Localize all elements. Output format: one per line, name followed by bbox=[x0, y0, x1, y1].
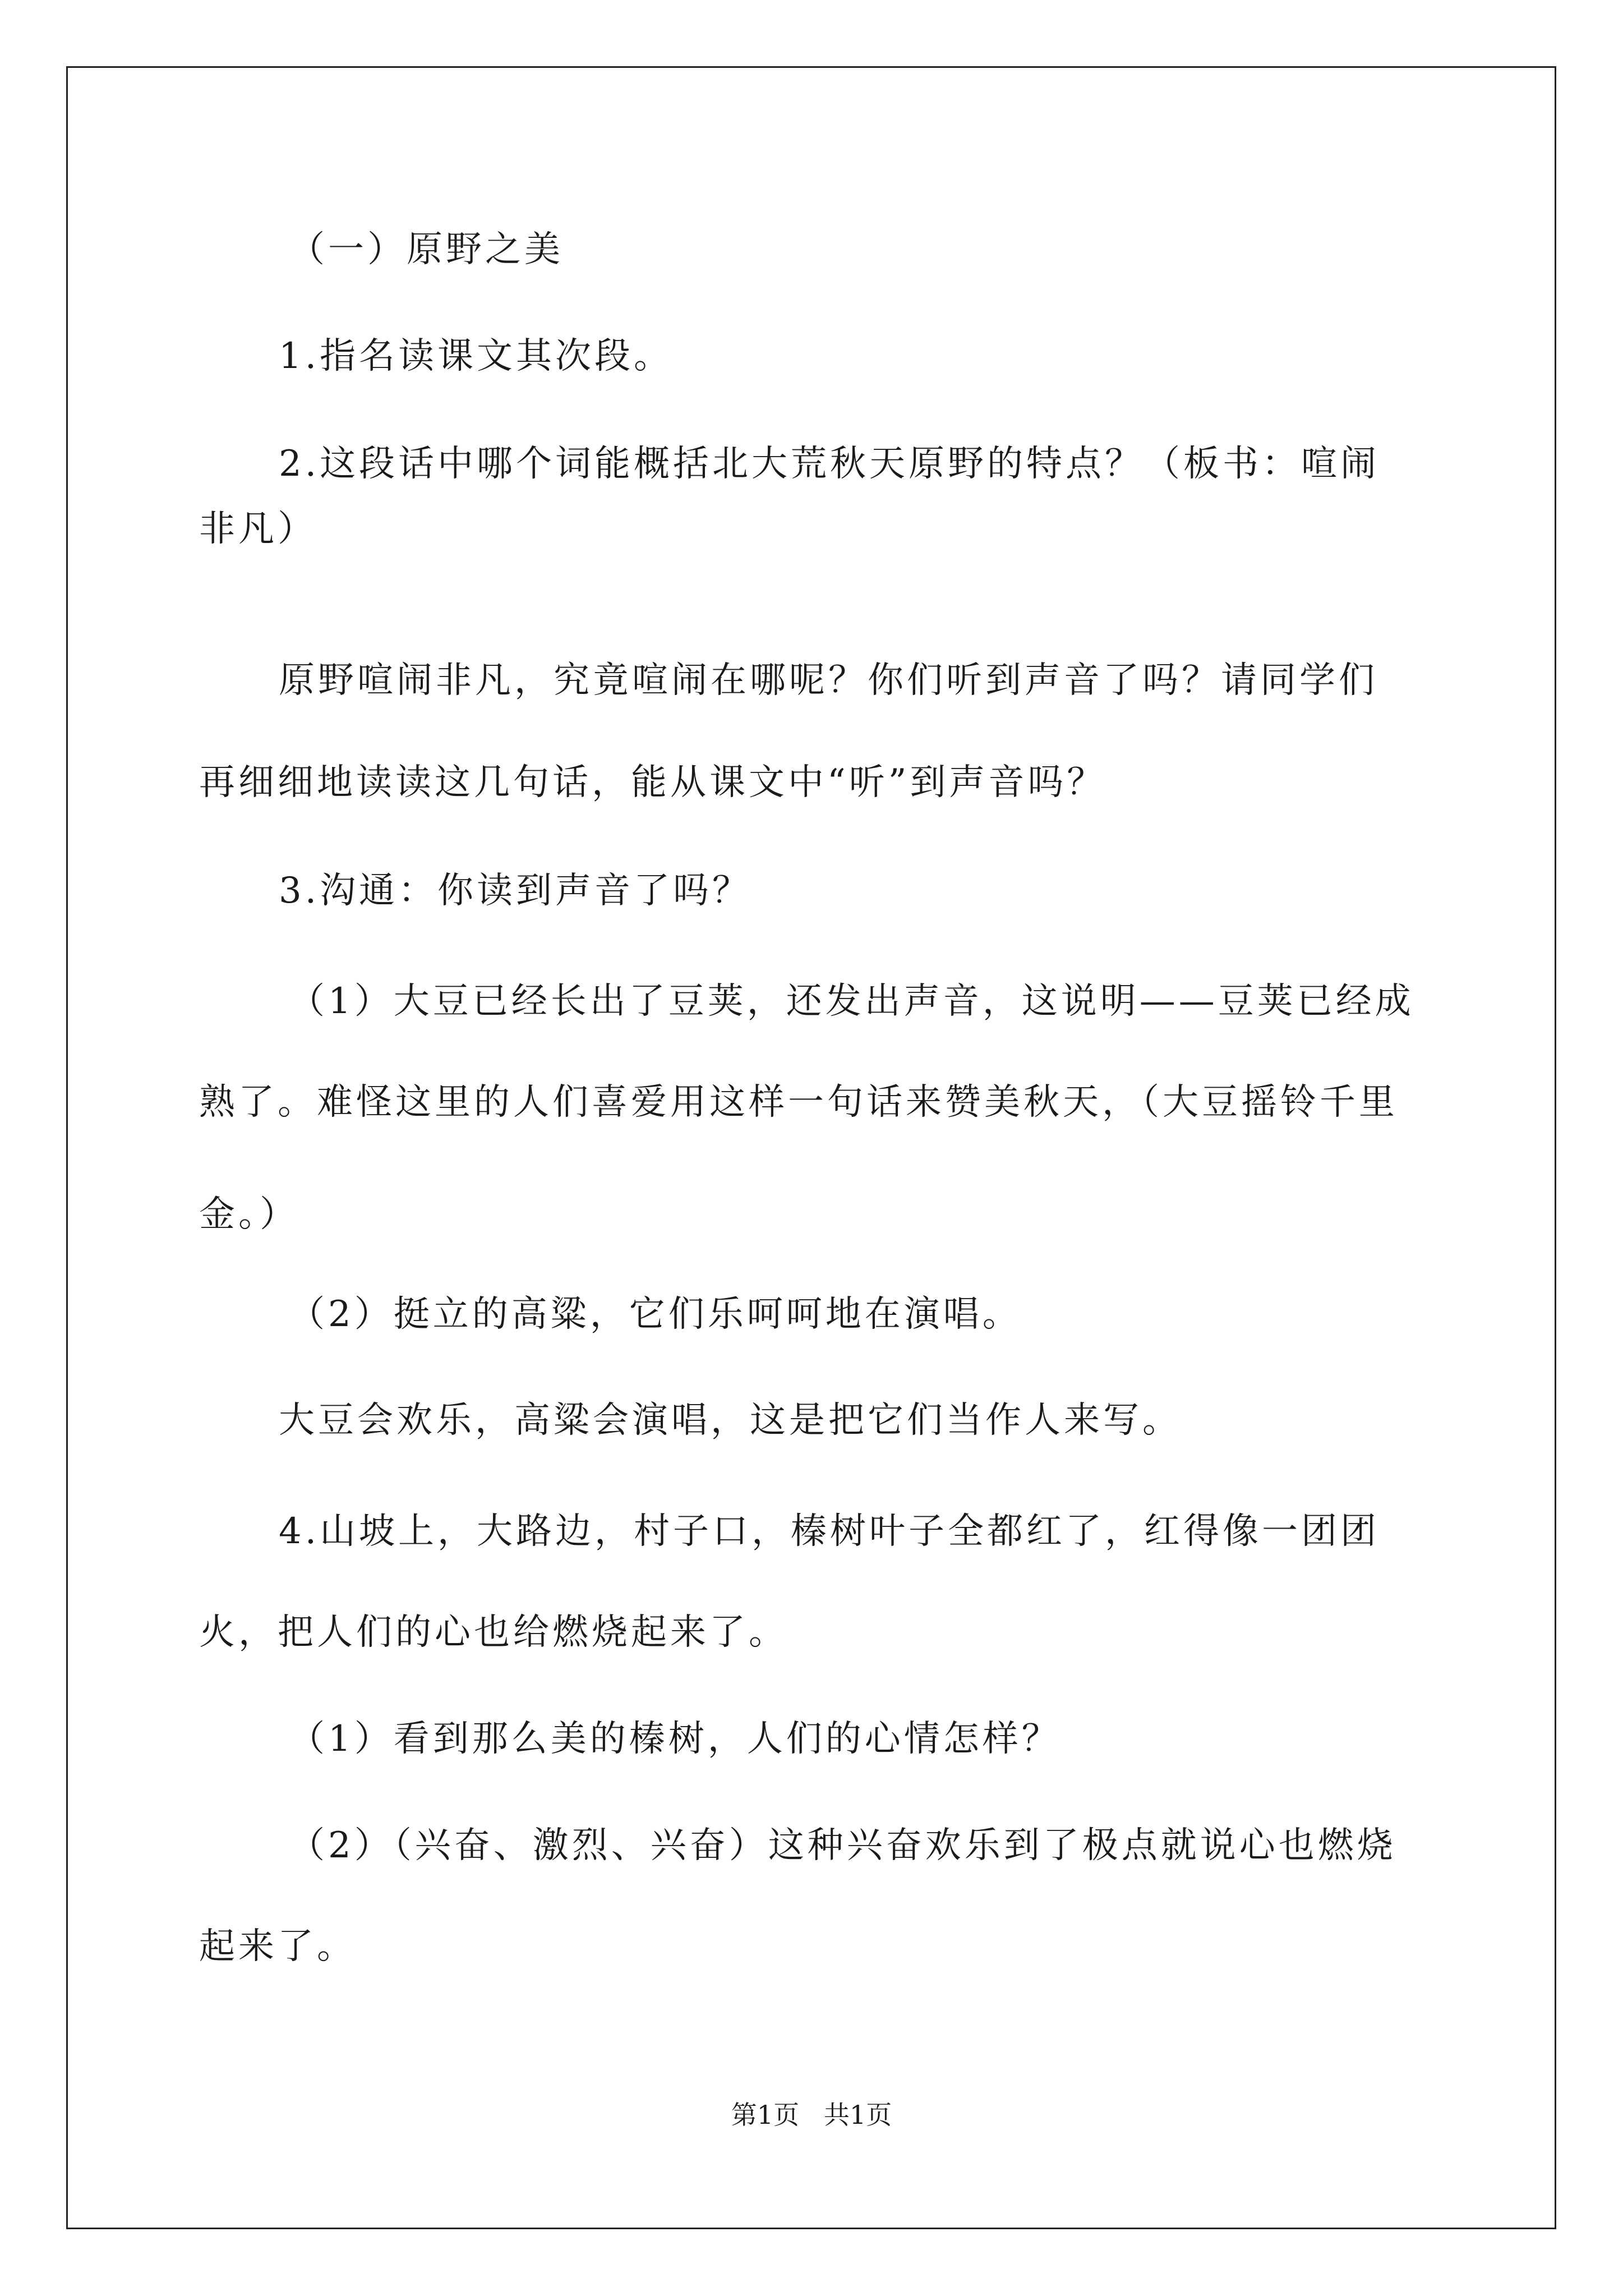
page-border bbox=[66, 66, 1556, 2229]
paragraph-line: 大豆会欢乐，高粱会演唱，这是把它们当作人来写。 bbox=[279, 1400, 1182, 1441]
paragraph-line: 金。） bbox=[199, 1194, 299, 1235]
paragraph-line: （2）（兴奋、激烈、兴奋）这种兴奋欢乐到了极点就说心也燃烧 bbox=[289, 1825, 1396, 1866]
paragraph-line: 1.指名读课文其次段。 bbox=[279, 335, 674, 377]
paragraph-line: 火，把人们的心也给燃烧起来了。 bbox=[199, 1612, 788, 1653]
paragraph-line: 起来了。 bbox=[199, 1926, 356, 1967]
section-heading: （一）原野之美 bbox=[289, 229, 564, 270]
paragraph-line: （1）大豆已经长出了豆荚，还发出声音，这说明——豆荚已经成 bbox=[289, 981, 1414, 1022]
paragraph-line: 4.山坡上，大路边，村子口，榛树叶子全都红了，红得像一团团 bbox=[279, 1511, 1380, 1552]
paragraph-line: （2）挺立的高粱，它们乐呵呵地在演唱。 bbox=[289, 1294, 1022, 1335]
paragraph-line: 2.这段话中哪个词能概括北大荒秋天原野的特点？（板书：喧闹 bbox=[279, 443, 1380, 485]
paragraph-line: 3.沟通：你读到声音了吗？ bbox=[279, 870, 752, 912]
paragraph-line: 熟了。难怪这里的人们喜爱用这样一句话来赞美秋天，（大豆摇铃千里 bbox=[199, 1082, 1398, 1123]
paragraph-line: 原野喧闹非凡，究竟喧闹在哪呢？你们听到声音了吗？请同学们 bbox=[279, 660, 1378, 701]
page-footer: 第1页 共1页 bbox=[731, 2100, 892, 2130]
paragraph-line: 再细细地读读这几句话，能从课文中“听”到声音吗？ bbox=[199, 762, 1106, 803]
paragraph-line: （1）看到那么美的榛树，人们的心情怎样？ bbox=[289, 1718, 1061, 1760]
paragraph-line: 非凡） bbox=[199, 508, 317, 550]
